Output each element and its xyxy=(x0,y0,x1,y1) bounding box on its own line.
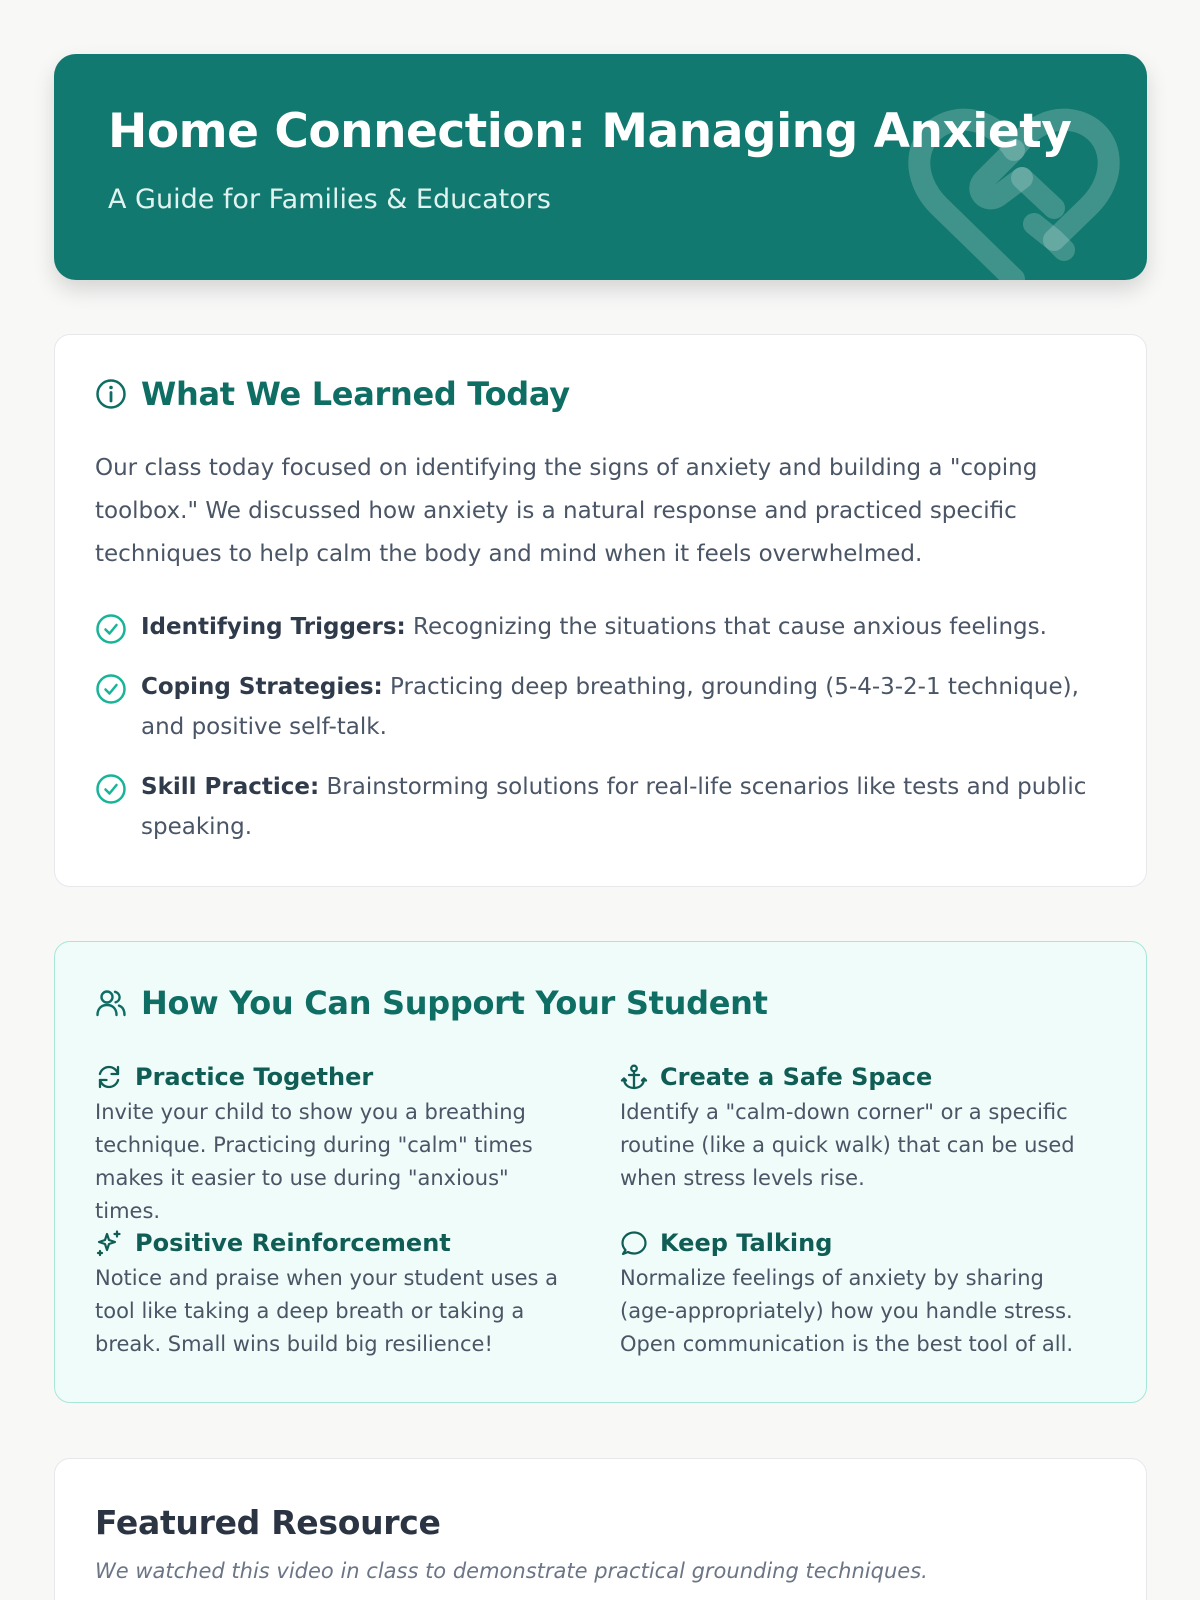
list-item-text: Brainstorming solutions for real-life scenarios like tests and public speaking. xyxy=(141,774,1087,840)
list-item xyxy=(95,667,1115,747)
list-item-label: Identifying Triggers: xyxy=(141,614,406,640)
anchor-icon xyxy=(620,1063,648,1091)
list-item-text: Practicing deep breathing, grounding (5-4-3-2-1 technique), and positive self-talk. xyxy=(141,674,1079,740)
header-banner xyxy=(54,54,1147,280)
chat-bubble-icon xyxy=(620,1229,648,1257)
tip-safe-space xyxy=(620,1060,1100,1195)
learned-header xyxy=(95,375,570,413)
learned-card xyxy=(54,334,1147,887)
tips-grid xyxy=(95,1060,1105,1380)
page-title: Home Connection: Managing Anxiety xyxy=(108,104,1072,159)
support-header xyxy=(95,984,768,1022)
resource-title: Featured Resource xyxy=(95,1503,441,1542)
tip-title: Keep Talking xyxy=(660,1229,833,1257)
support-title: How You Can Support Your Student xyxy=(141,984,768,1022)
info-icon xyxy=(95,378,127,410)
list-item-label: Coping Strategies: xyxy=(141,674,383,700)
check-circle-icon xyxy=(95,673,127,705)
tip-body: Identify a "calm-down corner" or a specific routine (like a quick walk) that can be used when stress levels rise. xyxy=(620,1100,1075,1190)
learned-title: What We Learned Today xyxy=(141,375,570,413)
tip-title: Create a Safe Space xyxy=(660,1063,933,1091)
sparkles-icon xyxy=(95,1229,123,1257)
tip-body: Invite your child to show you a breathing technique. Practicing during "calm" times makes it easier to use during "anxious" times. xyxy=(95,1100,533,1223)
learned-list xyxy=(95,607,1115,867)
list-item-text: Recognizing the situations that cause anxious feelings. xyxy=(405,614,1047,640)
resource-card xyxy=(54,1458,1147,1600)
tip-positive-reinforcement xyxy=(95,1226,575,1361)
resource-caption: We watched this video in class to demonstrate practical grounding techniques. xyxy=(95,1559,928,1583)
users-icon xyxy=(95,987,127,1019)
tip-title: Positive Reinforcement xyxy=(135,1229,451,1257)
refresh-icon xyxy=(95,1063,123,1091)
support-card xyxy=(54,941,1147,1403)
check-circle-icon xyxy=(95,613,127,645)
list-item-label: Skill Practice: xyxy=(141,774,320,800)
tip-body: Notice and praise when your student uses a tool like taking a deep breath or taking a break. Small wins build big resilience! xyxy=(95,1266,559,1356)
tip-body: Normalize feelings of anxiety by sharing (age-appropriately) how you handle stress. Open communication is the best tool of all. xyxy=(620,1266,1074,1356)
check-circle-icon xyxy=(95,773,127,805)
list-item xyxy=(95,607,1115,647)
learned-intro: Our class today focused on identifying the signs of anxiety and building a "coping toolbox." We discussed how anxiety is a natural response and practiced specific techniques to help calm the body and mind when it feels overwhelmed. xyxy=(95,455,1038,567)
list-item xyxy=(95,767,1115,847)
page-subtitle: A Guide for Families & Educators xyxy=(108,184,551,215)
tip-keep-talking xyxy=(620,1226,1100,1361)
tip-title: Practice Together xyxy=(135,1063,374,1091)
tip-practice-together xyxy=(95,1060,575,1228)
